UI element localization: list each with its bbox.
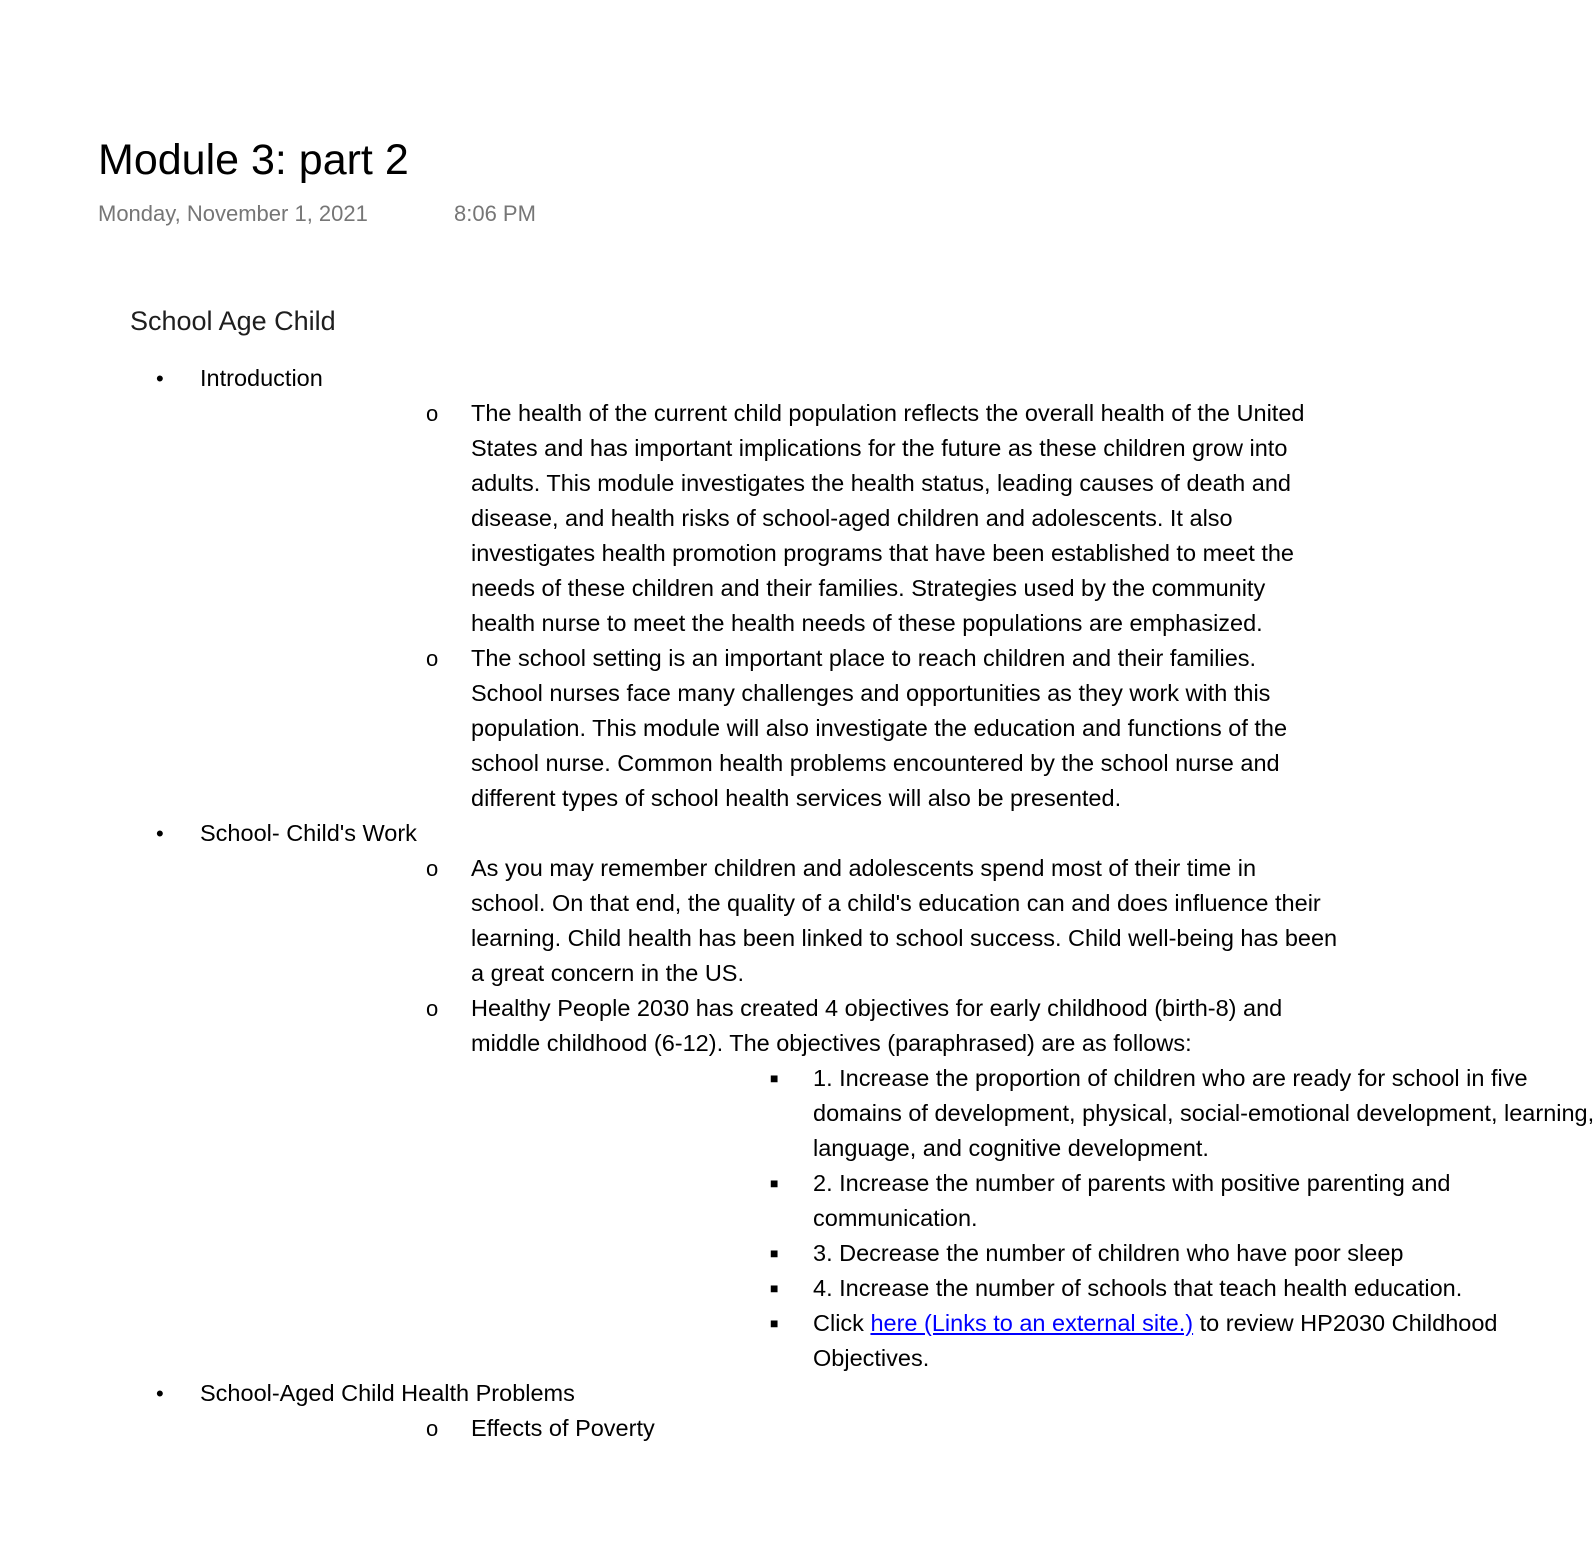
objective-text: 2. Increase the number of parents with positive parenting and communication.: [813, 1170, 1451, 1231]
list-item-school-work: [0, 816, 1594, 1376]
objective-text: 3. Decrease the number of children who have poor sleep: [813, 1240, 1404, 1266]
list-item-label: Effects of Poverty: [471, 1415, 655, 1441]
disc-bullet-icon: •: [156, 1381, 164, 1406]
list-item-objective-3: [471, 1236, 1404, 1271]
list-item-objective-4: [471, 1271, 1463, 1306]
square-bullet-icon: ■: [770, 1070, 779, 1086]
objective-text: 1. Increase the proportion of children who are ready for school in five domains of development, physical, social-emotional development, learning, language, and cognitive development.: [813, 1065, 1594, 1161]
disc-bullet-icon: •: [156, 366, 164, 391]
outline-list: [0, 361, 1594, 1446]
hp2030-external-link[interactable]: here (Links to an external site.): [870, 1310, 1194, 1336]
circle-bullet-icon: o: [426, 401, 439, 426]
circle-bullet-icon: o: [426, 646, 439, 671]
list-item-hp2030-link: [471, 1306, 1498, 1376]
list-item-label: Introduction: [200, 365, 323, 391]
note-content: [0, 361, 1594, 1441]
section-heading: School Age Child: [130, 306, 336, 336]
paragraph-text: As you may remember children and adolescents spend most of their time in school. On that end, the quality of a child's education can and does influence their learning. Child health has been linked to school success. Child well-being has been a great concern in the US.: [471, 855, 1338, 986]
page-title: Module 3: part 2: [98, 136, 409, 184]
objective-text: Click here (Links to an external site.) to review HP2030 Childhood Objectives.: [813, 1310, 1498, 1371]
paragraph-text: The health of the current child population reflects the overall health of the United States and has important implications for the future as these children grow into adults. This module investigates the health status, leading causes of death and disease, and health risks of school-aged children and adolescents. It also investigates health promotion programs that have been established to meet the needs of these children and their families. Strategies used by the community health nurse to meet the health needs of these populations are emphasized.: [471, 400, 1305, 636]
list-item-intro-p1: [200, 396, 1305, 641]
list-item-label: School-Aged Child Health Problems: [200, 1380, 575, 1406]
list-item-health-problems: [0, 1376, 1200, 1446]
square-bullet-icon: ■: [770, 1175, 779, 1191]
page-time: 8:06 PM: [454, 201, 536, 226]
page-date: Monday, November 1, 2021: [98, 201, 368, 226]
square-bullet-icon: ■: [770, 1245, 779, 1261]
circle-bullet-icon: o: [426, 996, 439, 1021]
square-bullet-icon: ■: [770, 1280, 779, 1296]
circle-bullet-icon: o: [426, 856, 439, 881]
paragraph-text: The school setting is an important place to reach children and their families. School nurses face many challenges and opportunities as they work with this population. This module will also investigate the education and functions of the school nurse. Common health problems encountered by the school nurse and different types of school health services will also be presented.: [471, 645, 1288, 811]
list-item-effects-of-poverty: [200, 1411, 1200, 1446]
list-item-objective-1: [471, 1061, 1594, 1166]
list-item-objective-2: [471, 1166, 1451, 1236]
list-item-intro-p2: [200, 641, 1288, 816]
list-item-label: School- Child's Work: [200, 820, 417, 846]
page-meta: [98, 200, 536, 228]
list-item-introduction: [0, 361, 1305, 816]
circle-bullet-icon: o: [426, 1416, 439, 1441]
paragraph-text: Healthy People 2030 has created 4 objectives for early childhood (birth-8) and middle childhood (6-12). The objectives (paraphrased) are as follows:: [471, 995, 1283, 1056]
list-item-work-p1: [200, 851, 1338, 991]
list-item-work-p2: [200, 991, 1594, 1376]
square-bullet-icon: ■: [770, 1315, 779, 1331]
disc-bullet-icon: •: [156, 821, 164, 846]
objective-text: 4. Increase the number of schools that teach health education.: [813, 1275, 1463, 1301]
